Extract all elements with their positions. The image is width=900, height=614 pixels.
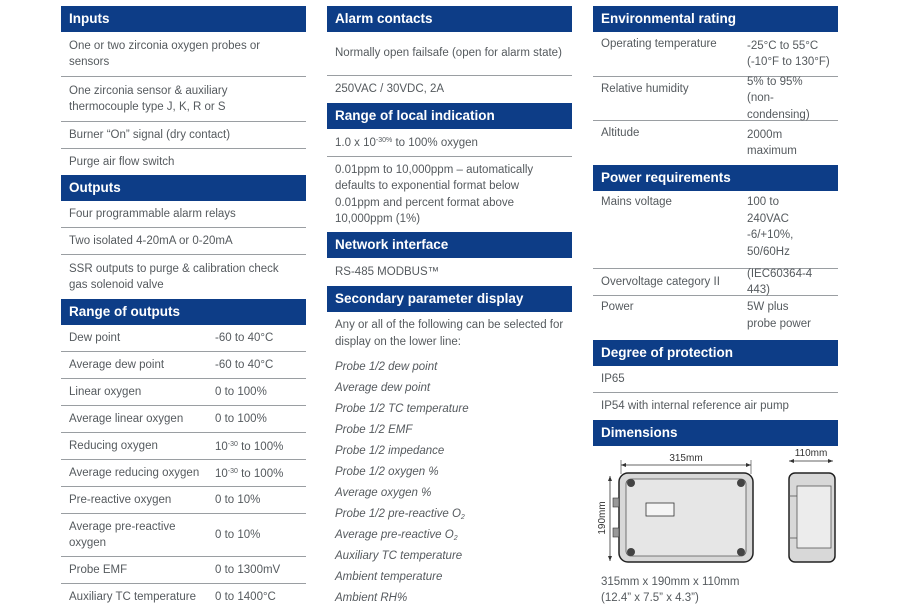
spec-row (61, 228, 306, 255)
secondary-display-header: Secondary parameter display (327, 286, 572, 312)
spec-text: SSR outputs to purge & calibration check gas solenoid valve (69, 262, 279, 291)
table-row (61, 487, 306, 514)
spec-row (61, 201, 306, 228)
table-row (61, 460, 306, 487)
spec-text: One zirconia sensor & auxiliary thermocouple type J, K, R or S (69, 84, 228, 113)
spec-text: IP54 with internal reference air pump (601, 400, 789, 413)
spec-text: Normally open failsafe (open for alarm state) (335, 47, 562, 60)
alarm-contacts-header: Alarm contacts (327, 6, 572, 32)
table-row (593, 121, 838, 165)
spec-row (327, 157, 572, 232)
param-value: 0 to 100% (215, 412, 267, 425)
param-value: 100 to 240VAC -6/+10%, 50/60Hz (747, 196, 794, 258)
spec-row (61, 149, 306, 175)
list-item: Ambient temperature (335, 571, 443, 583)
table-row (593, 269, 838, 296)
spec-text: Two isolated 4-20mA or 0-20mA (69, 234, 233, 247)
spec-text: Burner “On” signal (dry contact) (69, 128, 231, 141)
list-item: Average oxygen % (335, 487, 432, 499)
param-name: Average dew point (69, 358, 165, 371)
spec-text: 1.0 x $10^{-30\%}$ to 100% oxygen (335, 137, 478, 150)
param-value: 5% to 95% (non-condensing) (747, 75, 810, 121)
table-row (593, 191, 838, 269)
spec-text: One or two zirconia oxygen probes or sensors (69, 39, 261, 68)
power-header: Power requirements (593, 165, 838, 191)
table-row (593, 296, 838, 340)
spec-text: Four programmable alarm relays (69, 207, 236, 220)
table-row (61, 514, 306, 557)
param-name: Reducing oxygen (69, 439, 158, 452)
param-name: Operating temperature (601, 38, 717, 50)
table-row (61, 352, 306, 379)
param-value: 0 to 1300mV (215, 563, 281, 576)
spec-row (61, 77, 306, 122)
secondary-intro: Any or all of the following can be selected for display on the lower line: (335, 319, 564, 348)
param-value: (IEC60364-4 443) (747, 267, 813, 296)
list-item: Probe 1/2 TC temperature (335, 403, 469, 415)
param-name: Average pre-reactive oxygen (69, 520, 176, 549)
param-value: $10^{-30}$ to 100% (215, 440, 284, 453)
spec-row (327, 129, 572, 157)
inputs-header: Inputs (61, 6, 306, 32)
spec-row (327, 76, 572, 103)
width-label: 315mm (669, 453, 703, 464)
param-value: 0 to 10% (215, 493, 261, 506)
dimensions-header: Dimensions (593, 420, 838, 446)
list-item: Probe 1/2 oxygen % (335, 466, 439, 478)
list-item: Probe 1/2 pre-reactive $O_2$ (335, 508, 465, 521)
dimension-imperial: (12.4” x 7.5” x 4.3”) (601, 592, 699, 604)
param-value: 0 to 10% (215, 528, 261, 541)
param-name: Altitude (601, 127, 640, 139)
table-row (61, 325, 306, 352)
param-name: Relative humidity (601, 83, 689, 95)
local-indication-header: Range of local indication (327, 103, 572, 129)
column-3 (593, 6, 838, 606)
spec-row (61, 32, 306, 77)
column-1 (61, 6, 306, 611)
depth-label: 110mm (794, 448, 828, 459)
outputs-header: Outputs (61, 175, 306, 201)
param-name: Average reducing oxygen (69, 466, 200, 479)
table-row (61, 406, 306, 433)
param-name: Overvoltage category II (601, 275, 720, 288)
environmental-header: Environmental rating (593, 6, 838, 32)
list-item: Ambient RH% (335, 592, 408, 604)
table-row (61, 557, 306, 584)
param-name: Average linear oxygen (69, 412, 184, 425)
param-name: Auxiliary TC temperature (69, 591, 196, 604)
list-item: Auxiliary TC temperature (335, 550, 463, 562)
spec-text: Purge air flow switch (69, 155, 175, 168)
param-name: Power (601, 301, 634, 313)
enclosure-drawing (593, 446, 838, 576)
param-value: -60 to 40°C (215, 358, 274, 371)
dimension-metric: 315mm x 190mm x 110mm (601, 576, 740, 588)
dimension-drawing (593, 446, 838, 576)
list-item: Probe 1/2 dew point (335, 361, 438, 373)
spec-text: IP65 (601, 372, 625, 385)
param-name: Probe EMF (69, 563, 128, 576)
column-2 (327, 6, 572, 609)
network-interface-header: Network interface (327, 232, 572, 258)
param-value: -60 to 40°C (215, 331, 274, 344)
spec-row (61, 255, 306, 299)
list-item: Probe 1/2 impedance (335, 445, 445, 457)
height-label: 190mm (597, 501, 608, 535)
table-row (61, 584, 306, 611)
param-value: 5W plus probe power (747, 301, 811, 330)
table-row (593, 77, 838, 121)
list-item: Average dew point (335, 382, 431, 394)
dimension-summary (593, 574, 838, 606)
spec-row (327, 258, 572, 286)
spec-text: 250VAC / 30VDC, 2A (335, 83, 445, 96)
table-row (61, 433, 306, 460)
spec-row (327, 32, 572, 76)
param-name: Dew point (69, 331, 121, 344)
param-value: -25°C to 55°C (-10°F to 130°F) (747, 39, 830, 68)
param-name: Mains voltage (601, 196, 672, 208)
param-value: 0 to 100% (215, 385, 267, 398)
spec-text: RS-485 MODBUS™ (335, 265, 440, 278)
list-item: Average pre-reactive $O_2$ (335, 529, 458, 542)
list-item: Probe 1/2 EMF (335, 424, 413, 436)
param-value: 0 to 1400°C (215, 591, 276, 604)
range-outputs-header: Range of outputs (61, 299, 306, 325)
table-row (61, 379, 306, 406)
spec-text: 0.01ppm to 10,000ppm – automatically defaults to exponential format below 0.01ppm and percent format above 10,000ppm (1%) (335, 163, 534, 225)
param-value: $10^{-30}$ to 100% (215, 467, 284, 480)
spec-row (61, 122, 306, 149)
protection-header: Degree of protection (593, 340, 838, 366)
param-value: 2000m maximum (747, 128, 797, 157)
spec-row (593, 393, 838, 420)
table-row (593, 32, 838, 77)
spec-row (593, 366, 838, 393)
param-name: Linear oxygen (69, 385, 142, 398)
param-name: Pre-reactive oxygen (69, 493, 172, 506)
